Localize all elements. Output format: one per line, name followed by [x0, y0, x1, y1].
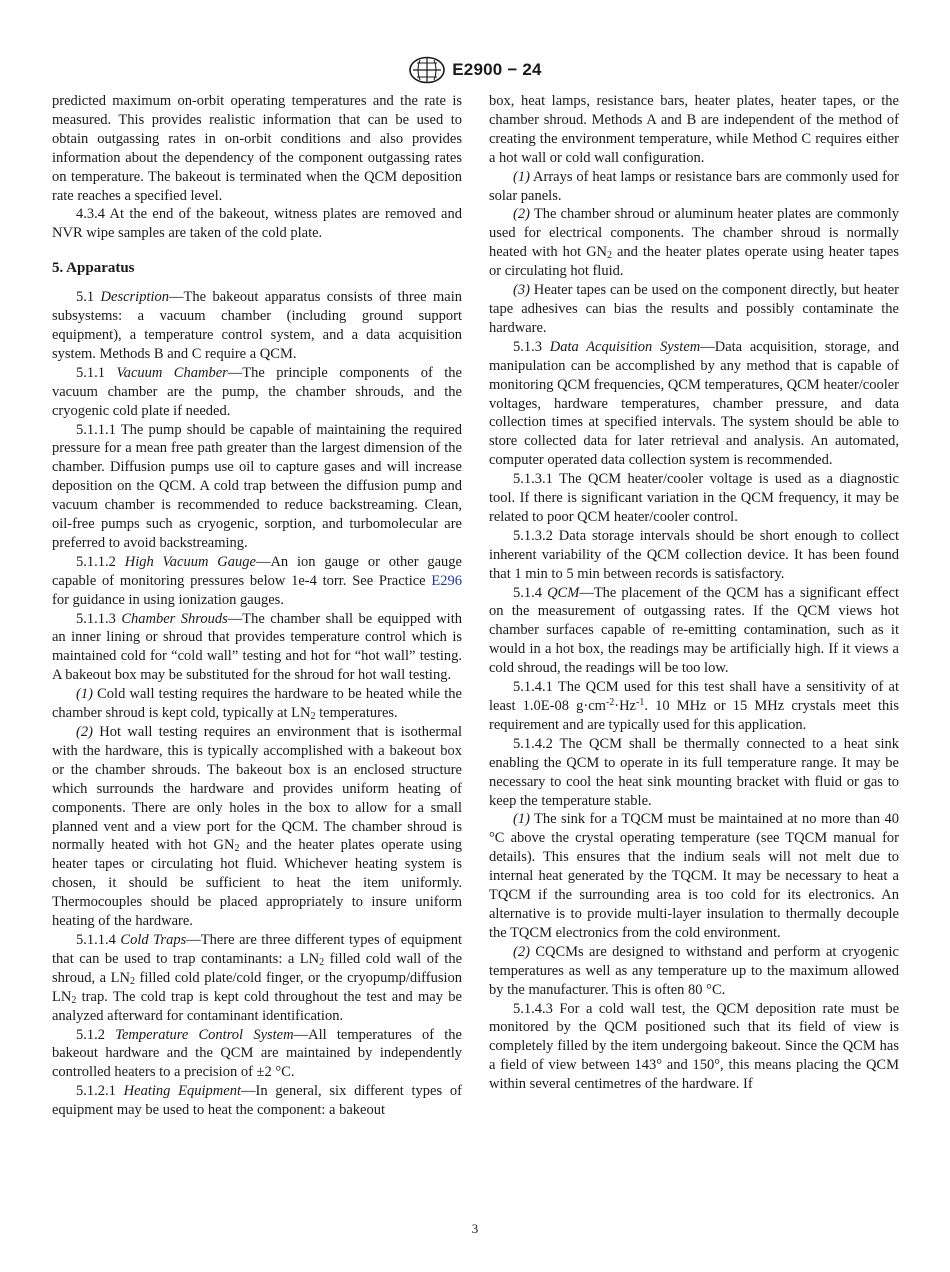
paragraph: (2) Hot wall testing requires an environment that is isothermal with the hardware, this is typically accomplished with a bakeout box or the chamber shrouds. The bakeout box is an enclosed structure which surrounds the hardware and provides uniform heating of components. There are only holes in the box to allow for a small planned vent and a view port for the QCM. The chamber shroud is normally heated with hot $GN_2$ and the heater plates operate using heater tapes or circulating hot fluid. Whichever heating system is chosen, it should be sufficient to heat the item uniformly. Thermocouples should be placed appropriately to insure uniform heating of the hardware.	[52, 724, 462, 930]
paragraph: 5.1.4.3 For a cold wall test, the QCM deposition rate must be monitored by the QCM positioned such that its field of view is completely filled by the item undergoing bakeout. Since the QCM has a field of view between 143° and 150°, this means placing the QCM within several centimetres of the hardware. If	[489, 1000, 899, 1093]
paragraph: box, heat lamps, resistance bars, heater plates, heater tapes, or the chamber shroud. Methods A and B are independent of the method of creating the environment temperature, while Method C requires either a hot wall or cold wall configuration.	[489, 93, 899, 166]
paragraph: 5.1.4.1 The QCM used for this test shall have a sensitivity of at least 1.0E-08 $g\cdot cm^{-2}\cdot Hz^{-1}$. 10 MHz or 15 MHz crystals meet this requirement and are typically used for this application.	[489, 679, 899, 733]
paragraph: 5.1.1.4 Cold Traps—There are three different types of equipment that can be used to trap contaminants: a $LN_2$ filled cold wall of the shroud, a $LN_2$ filled cold plate/cold finger, or the cryopump/diffusion $LN_2$ trap. The cold trap is kept cold throughout the test and may be analyzed afterward for contaminant identification.	[52, 931, 463, 1024]
paragraph: (2) The chamber shroud or aluminum heater plates are commonly used for electrical components. The chamber shroud is normally heated with hot $GN_2$ and the heater plates operate using heater tapes or circulating hot fluid.	[489, 206, 899, 280]
paragraph: (1) Cold wall testing requires the hardware to be heated while the chamber shroud is kept cold, typically at $LN_2$ temperatures.	[52, 686, 462, 723]
paragraph: 5.1.3.2 Data storage intervals should be short enough to collect inherent variability of the QCM collection device. It has been found that 1 min to 5 min between records is satisfactory.	[489, 527, 899, 582]
page-number: 3	[471, 1221, 479, 1236]
e296-link[interactable]: E296	[431, 572, 462, 589]
page-header	[0, 56, 950, 84]
paragraph: (3) Heater tapes can be used on the component directly, but heater tape adhesives can bias the results and possibly contaminate the hardware.	[489, 282, 899, 336]
paragraph: 5.1.1 Vacuum Chamber—The principle components of the vacuum chamber are the pump, the chamber shrouds, and the cryogenic cold plate if needed.	[52, 364, 462, 419]
paragraph: 5.1.1.1 The pump should be capable of maintaining the required pressure for a mean free path greater than the largest dimension of the chamber. Diffusion pumps use oil to capture gases and will increase deposition on the QCM. A cold trap between the diffusion pump and vacuum chamber is recommended to reduce backstreaming. Clean, oil-free pumps such as cryogenic, sorption, and turbomolecular are preferred to avoid backstreaming.	[52, 421, 462, 551]
paragraph: (2) CQCMs are designed to withstand and perform at cryogenic temperatures as well as any temperature up to the maximum allowed by the manufacturer. This is often 80 °C.	[489, 943, 899, 998]
right-column	[489, 92, 899, 1094]
section-heading-apparatus: 5. Apparatus	[52, 260, 135, 277]
standard-designation: E2900 − 24	[452, 60, 542, 79]
paragraph: 4.3.4 At the end of the bakeout, witness plates are removed and NVR wipe samples are taken of the cold plate.	[52, 206, 462, 242]
paragraph: 5.1.1.3 Chamber Shrouds—The chamber shall be equipped with an inner lining or shroud that provides temperature control which is maintained cold for “cold wall” testing and hot for “hot wall” testing. A bakeout box may be substituted for the shroud for hot wall testing.	[52, 610, 462, 684]
paragraph: (1) The sink for a TQCM must be maintained at no more than 40 °C above the crystal operating temperature (see TQCM manual for details). This ensures that the indium seals will not melt due to internal heat generated by the TQCM. It may be necessary to heat a TQCM if the surrounding area is too cold for its electronics. An alternative is to provide multi-layer insulation to thermally decouple the TQCM electronics from the cold environment.	[489, 811, 899, 941]
paragraph: 5.1.1.2 High Vacuum Gauge—An ion gauge or other gauge capable of monitoring pressures below 1e-4 torr. See Practice E296 for guidance in using ionization gauges.	[52, 553, 462, 608]
paragraph: 5.1.2 Temperature Control System—All temperatures of the bakeout hardware and the QCM are maintained by independently controlled heaters to a precision of ±2 °C.	[52, 1026, 462, 1081]
paragraph: predicted maximum on-orbit operating temperatures and the rate is measured. This provides realistic information that can be used to obtain outgassing rates in on-orbit conditions and also provides information about the dependency of the component outgassing rates on temperature. The bakeout is terminated when the QCM deposition rate reaches a specified level.	[52, 93, 462, 204]
paragraph: 5.1.4 QCM—The placement of the QCM has a significant effect on the measurement of outgassing rates. If the QCM views hot chamber surfaces capable of re-emitting contamination, such as it would in a hot box, the readings may be artificially high. If it views a cold shroud, the readings will be too low.	[489, 584, 900, 677]
paragraph: 5.1 Description—The bakeout apparatus consists of three main subsystems: a vacuum chamber (including ground support equipment), a temperature control system, and a data acquisition system. Methods B and C require a QCM.	[52, 289, 462, 362]
paragraph: 5.1.4.2 The QCM shall be thermally connected to a heat sink enabling the QCM to operate in its full temperature range. It may be necessary to cool the heat sink mounting bracket with fluid or gas to keep the temperature stable.	[489, 735, 899, 809]
paragraph: 5.1.2.1 Heating Equipment—In general, six different types of equipment may be used to heat the component: a bakeout	[52, 1083, 462, 1119]
paragraph: 5.1.3.1 The QCM heater/cooler voltage is used as a diagnostic tool. If there is significant variation in the QCM frequency, it may be related to poor QCM heater/cooler control.	[489, 471, 899, 525]
paragraph: (1) Arrays of heat lamps or resistance bars are commonly used for solar panels.	[489, 168, 899, 204]
astm-logo-icon	[408, 56, 446, 84]
paragraph: 5.1.3 Data Acquisition System—Data acquisition, storage, and manipulation can be accomplished by any method that is capable of monitoring QCM frequencies, QCM temperatures, QCM heater/cooler voltages, hardware temperatures, chamber pressure, and data collection times at specified intervals. The system should be able to store collected data for later retrieval and analysis. An automated, computer operated data collection system is recommended.	[489, 338, 899, 469]
left-column	[52, 92, 462, 1120]
